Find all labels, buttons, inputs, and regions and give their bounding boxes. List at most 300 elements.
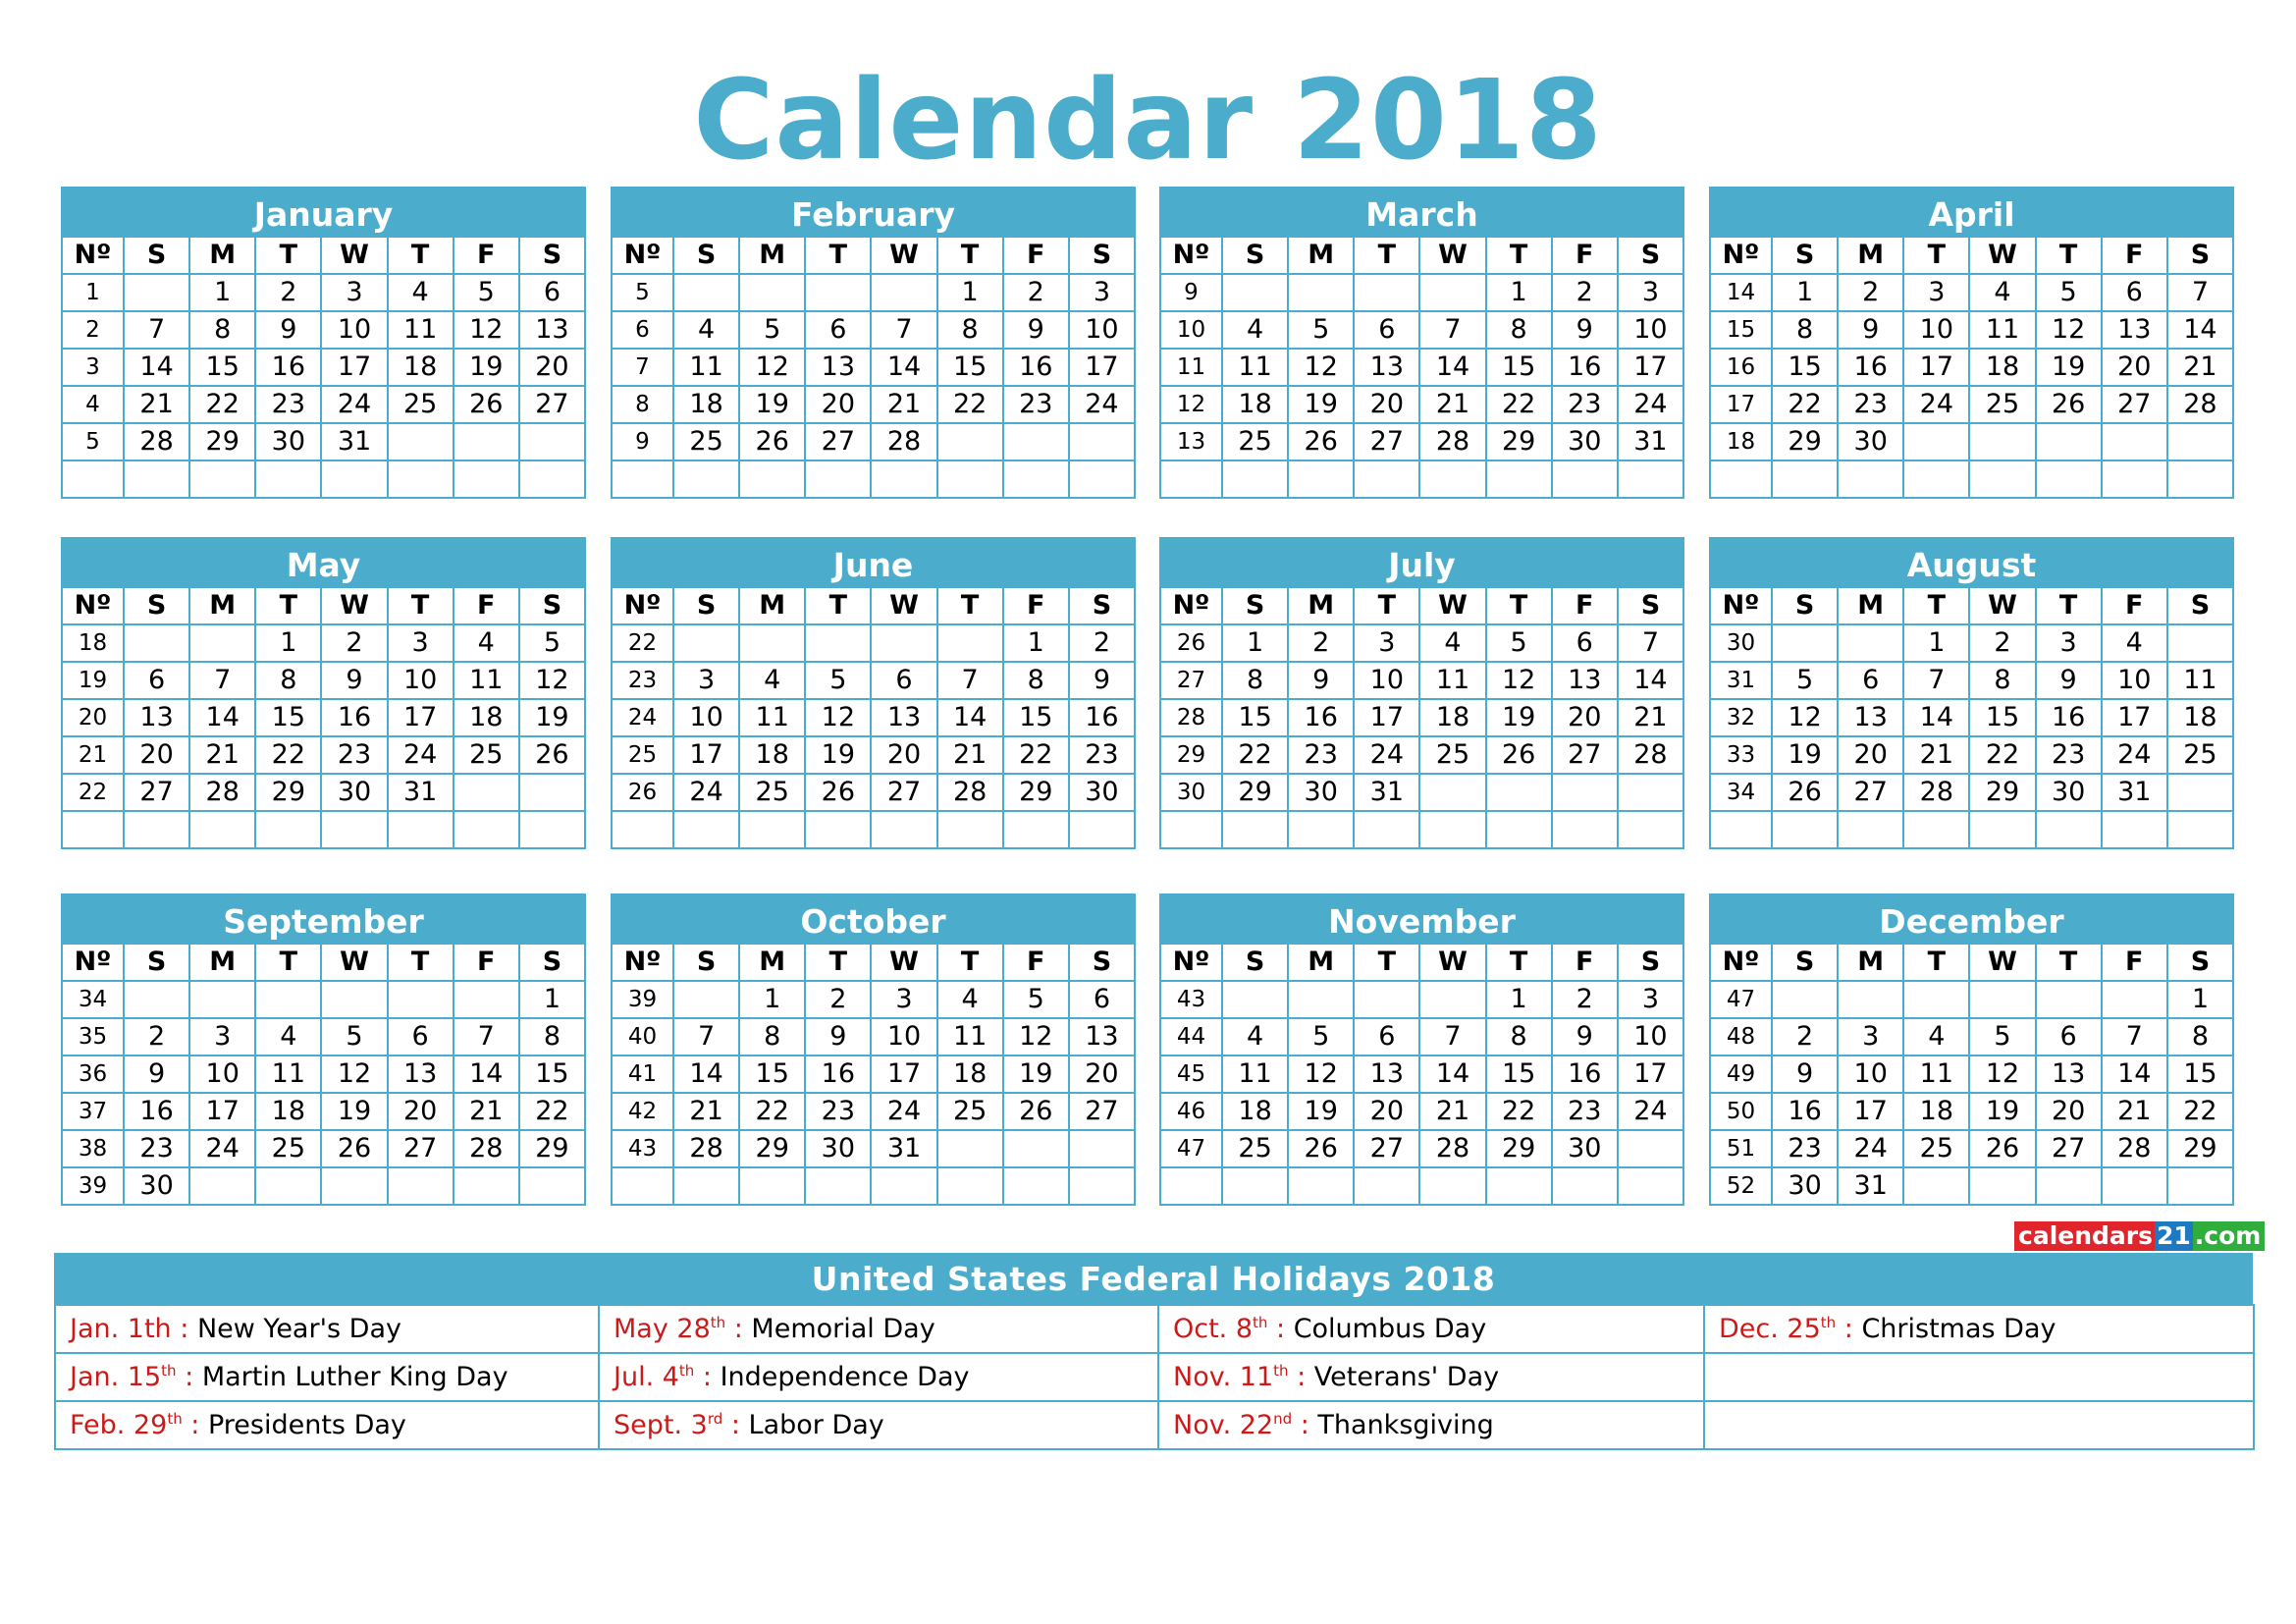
day-cell: 28 bbox=[1618, 736, 1683, 774]
day-cell: 22 bbox=[255, 736, 321, 774]
weekday-header: S bbox=[1618, 587, 1683, 624]
day-cell: 1 bbox=[937, 274, 1003, 311]
day-cell: 21 bbox=[1419, 1093, 1485, 1130]
week-row bbox=[62, 662, 585, 699]
week-number: 30 bbox=[1160, 774, 1222, 811]
day-cell: 11 bbox=[937, 1018, 1003, 1056]
weekday-header: S bbox=[2167, 587, 2233, 624]
weekday-header: F bbox=[1552, 587, 1618, 624]
week-row bbox=[1160, 460, 1683, 498]
day-cell: 13 bbox=[1838, 699, 1903, 736]
week-row bbox=[1710, 386, 2233, 423]
weekday-header: T bbox=[2036, 587, 2102, 624]
day-cell: 3 bbox=[189, 1018, 255, 1056]
month-february bbox=[611, 187, 1136, 513]
day-cell bbox=[1222, 1167, 1288, 1205]
day-cell: 15 bbox=[1969, 699, 2035, 736]
day-cell: 24 bbox=[1903, 386, 1969, 423]
day-cell: 8 bbox=[739, 1018, 805, 1056]
day-cell: 26 bbox=[1486, 736, 1552, 774]
day-cell: 7 bbox=[454, 1018, 519, 1056]
day-cell: 3 bbox=[871, 981, 936, 1018]
holiday-date: Dec. 25 bbox=[1719, 1314, 1821, 1344]
day-cell: 25 bbox=[739, 774, 805, 811]
week-row bbox=[62, 699, 585, 736]
day-cell: 13 bbox=[805, 349, 871, 386]
day-cell: 22 bbox=[1486, 386, 1552, 423]
week-row bbox=[612, 1167, 1135, 1205]
week-number: 26 bbox=[612, 774, 673, 811]
weekday-header: F bbox=[454, 944, 519, 981]
weekday-header: M bbox=[739, 944, 805, 981]
day-cell bbox=[937, 811, 1003, 848]
day-cell: 5 bbox=[1288, 311, 1354, 349]
day-cell: 24 bbox=[321, 386, 387, 423]
day-cell bbox=[805, 624, 871, 662]
day-cell: 20 bbox=[1354, 386, 1419, 423]
weekday-header: W bbox=[1969, 944, 2035, 981]
day-cell: 1 bbox=[1903, 624, 1969, 662]
day-cell bbox=[937, 1130, 1003, 1167]
day-cell: 9 bbox=[1838, 311, 1903, 349]
day-cell: 3 bbox=[321, 274, 387, 311]
holiday-date: Feb. 29 bbox=[70, 1410, 168, 1440]
week-row bbox=[612, 1130, 1135, 1167]
day-cell: 6 bbox=[388, 1018, 454, 1056]
day-cell bbox=[255, 1167, 321, 1205]
day-cell: 18 bbox=[1222, 1093, 1288, 1130]
day-cell bbox=[1222, 274, 1288, 311]
day-cell: 23 bbox=[1552, 1093, 1618, 1130]
day-cell: 12 bbox=[1288, 349, 1354, 386]
day-cell bbox=[1486, 460, 1552, 498]
day-cell: 15 bbox=[937, 349, 1003, 386]
week-number: 10 bbox=[1160, 311, 1222, 349]
day-cell: 19 bbox=[1969, 1093, 2035, 1130]
week-row bbox=[1710, 1018, 2233, 1056]
day-cell: 4 bbox=[1903, 1018, 1969, 1056]
holiday-date: Sept. 3 bbox=[614, 1410, 708, 1440]
weekday-header: F bbox=[2102, 237, 2167, 274]
day-cell: 9 bbox=[805, 1018, 871, 1056]
day-cell bbox=[124, 624, 189, 662]
day-cell: 25 bbox=[1903, 1130, 1969, 1167]
week-row bbox=[1160, 699, 1683, 736]
day-cell: 3 bbox=[1354, 624, 1419, 662]
day-cell: 15 bbox=[1486, 1056, 1552, 1093]
holiday-name: Memorial Day bbox=[751, 1314, 935, 1344]
day-cell: 25 bbox=[2167, 736, 2233, 774]
day-cell: 27 bbox=[519, 386, 585, 423]
day-cell: 15 bbox=[1486, 349, 1552, 386]
day-cell: 31 bbox=[1618, 423, 1683, 460]
week-number-header: Nº bbox=[62, 237, 124, 274]
day-cell: 10 bbox=[2102, 662, 2167, 699]
week-number bbox=[612, 811, 673, 848]
holiday-cell bbox=[599, 1401, 1158, 1449]
day-cell: 11 bbox=[255, 1056, 321, 1093]
week-row bbox=[612, 423, 1135, 460]
day-cell bbox=[1288, 274, 1354, 311]
day-cell: 31 bbox=[388, 774, 454, 811]
day-cell: 19 bbox=[2036, 349, 2102, 386]
day-cell: 28 bbox=[937, 774, 1003, 811]
day-cell: 29 bbox=[1486, 1130, 1552, 1167]
day-cell: 27 bbox=[871, 774, 936, 811]
weekday-header: T bbox=[255, 587, 321, 624]
day-cell bbox=[454, 1167, 519, 1205]
weekday-header: M bbox=[1838, 237, 1903, 274]
week-number: 12 bbox=[1160, 386, 1222, 423]
day-cell: 17 bbox=[1354, 699, 1419, 736]
day-cell: 23 bbox=[1552, 386, 1618, 423]
day-cell bbox=[1486, 774, 1552, 811]
day-cell: 20 bbox=[1838, 736, 1903, 774]
day-cell: 9 bbox=[321, 662, 387, 699]
holiday-date: Nov. 11 bbox=[1173, 1362, 1274, 1392]
week-number: 30 bbox=[1710, 624, 1772, 662]
day-cell: 4 bbox=[673, 311, 739, 349]
day-cell: 27 bbox=[2036, 1130, 2102, 1167]
day-cell: 22 bbox=[937, 386, 1003, 423]
day-cell: 15 bbox=[519, 1056, 585, 1093]
day-cell: 16 bbox=[255, 349, 321, 386]
day-cell bbox=[1838, 460, 1903, 498]
weekday-header: S bbox=[2167, 237, 2233, 274]
week-row bbox=[1160, 1056, 1683, 1093]
weekday-header: S bbox=[1222, 944, 1288, 981]
day-cell: 12 bbox=[1288, 1056, 1354, 1093]
day-cell: 21 bbox=[2102, 1093, 2167, 1130]
day-cell: 24 bbox=[1838, 1130, 1903, 1167]
month-name: July bbox=[1159, 537, 1684, 586]
day-cell: 10 bbox=[1618, 311, 1683, 349]
day-cell: 16 bbox=[124, 1093, 189, 1130]
week-number: 32 bbox=[1710, 699, 1772, 736]
week-row bbox=[62, 311, 585, 349]
week-number: 47 bbox=[1710, 981, 1772, 1018]
weekday-header: T bbox=[937, 944, 1003, 981]
day-cell bbox=[1069, 423, 1135, 460]
day-cell: 1 bbox=[1003, 624, 1069, 662]
day-cell: 28 bbox=[673, 1130, 739, 1167]
day-cell bbox=[2036, 811, 2102, 848]
day-cell bbox=[1419, 981, 1485, 1018]
day-cell: 27 bbox=[124, 774, 189, 811]
day-cell: 13 bbox=[871, 699, 936, 736]
day-cell: 13 bbox=[1069, 1018, 1135, 1056]
week-number: 22 bbox=[62, 774, 124, 811]
day-cell bbox=[805, 274, 871, 311]
day-cell: 5 bbox=[1288, 1018, 1354, 1056]
day-cell: 18 bbox=[1903, 1093, 1969, 1130]
day-cell: 28 bbox=[454, 1130, 519, 1167]
day-cell bbox=[1288, 811, 1354, 848]
day-cell bbox=[519, 811, 585, 848]
day-cell: 8 bbox=[1486, 311, 1552, 349]
week-row bbox=[62, 981, 585, 1018]
holiday-name: Columbus Day bbox=[1293, 1314, 1487, 1344]
day-cell: 6 bbox=[1838, 662, 1903, 699]
day-cell bbox=[454, 981, 519, 1018]
day-cell bbox=[1552, 1167, 1618, 1205]
day-cell: 12 bbox=[805, 699, 871, 736]
week-number: 9 bbox=[612, 423, 673, 460]
week-row bbox=[1160, 274, 1683, 311]
weekday-header: T bbox=[2036, 944, 2102, 981]
week-number: 21 bbox=[62, 736, 124, 774]
holiday-date-suffix: th bbox=[161, 1362, 177, 1380]
day-cell: 16 bbox=[1003, 349, 1069, 386]
week-row bbox=[612, 349, 1135, 386]
day-cell: 6 bbox=[1354, 311, 1419, 349]
day-cell: 17 bbox=[1618, 349, 1683, 386]
month-may bbox=[61, 537, 586, 863]
day-cell: 27 bbox=[1354, 423, 1419, 460]
day-cell: 11 bbox=[739, 699, 805, 736]
weekday-header: W bbox=[871, 237, 936, 274]
holiday-name: Thanksgiving bbox=[1317, 1410, 1494, 1440]
week-number: 6 bbox=[612, 311, 673, 349]
day-cell: 6 bbox=[871, 662, 936, 699]
week-row bbox=[1710, 460, 2233, 498]
site-logo[interactable] bbox=[2014, 1221, 2262, 1251]
day-cell bbox=[1003, 460, 1069, 498]
day-cell: 21 bbox=[673, 1093, 739, 1130]
day-cell: 2 bbox=[1552, 274, 1618, 311]
day-cell bbox=[673, 460, 739, 498]
weekday-header: S bbox=[124, 237, 189, 274]
month-march bbox=[1159, 187, 1684, 513]
day-cell bbox=[1003, 1167, 1069, 1205]
holiday-date-suffix: nd bbox=[1273, 1410, 1293, 1428]
day-cell: 25 bbox=[454, 736, 519, 774]
week-row bbox=[1160, 1093, 1683, 1130]
day-cell: 14 bbox=[2167, 311, 2233, 349]
week-row bbox=[62, 1130, 585, 1167]
weekday-header: T bbox=[1903, 237, 1969, 274]
month-name: November bbox=[1159, 893, 1684, 943]
day-cell: 2 bbox=[255, 274, 321, 311]
week-number: 40 bbox=[612, 1018, 673, 1056]
weekday-header: M bbox=[739, 237, 805, 274]
day-cell: 13 bbox=[519, 311, 585, 349]
day-cell: 12 bbox=[2036, 311, 2102, 349]
day-cell bbox=[673, 1167, 739, 1205]
day-cell: 11 bbox=[1903, 1056, 1969, 1093]
weekday-header: F bbox=[1552, 944, 1618, 981]
day-cell: 31 bbox=[1838, 1167, 1903, 1205]
weekday-header: T bbox=[1486, 237, 1552, 274]
day-cell bbox=[739, 274, 805, 311]
day-cell: 4 bbox=[454, 624, 519, 662]
day-cell bbox=[454, 423, 519, 460]
day-cell: 17 bbox=[1069, 349, 1135, 386]
day-cell: 25 bbox=[673, 423, 739, 460]
day-cell: 29 bbox=[1486, 423, 1552, 460]
day-cell: 3 bbox=[2036, 624, 2102, 662]
day-cell bbox=[2167, 811, 2233, 848]
day-cell bbox=[1486, 811, 1552, 848]
day-cell bbox=[1354, 1167, 1419, 1205]
day-cell: 8 bbox=[937, 311, 1003, 349]
weekday-header: S bbox=[1772, 237, 1838, 274]
week-number: 15 bbox=[1710, 311, 1772, 349]
day-cell: 18 bbox=[739, 736, 805, 774]
month-april bbox=[1709, 187, 2234, 513]
day-cell bbox=[1222, 811, 1288, 848]
day-cell: 1 bbox=[1222, 624, 1288, 662]
week-row bbox=[612, 460, 1135, 498]
week-number: 39 bbox=[62, 1167, 124, 1205]
day-cell: 2 bbox=[124, 1018, 189, 1056]
weekday-header: S bbox=[1222, 237, 1288, 274]
day-cell: 7 bbox=[2167, 274, 2233, 311]
day-cell: 15 bbox=[739, 1056, 805, 1093]
day-cell: 20 bbox=[124, 736, 189, 774]
day-cell bbox=[1288, 1167, 1354, 1205]
weekday-header: S bbox=[519, 587, 585, 624]
weekday-header: T bbox=[2036, 237, 2102, 274]
day-cell: 28 bbox=[1419, 1130, 1485, 1167]
week-number-header: Nº bbox=[1160, 237, 1222, 274]
day-cell: 14 bbox=[189, 699, 255, 736]
day-cell: 25 bbox=[255, 1130, 321, 1167]
month-name: April bbox=[1709, 187, 2234, 236]
day-cell: 6 bbox=[124, 662, 189, 699]
month-january bbox=[61, 187, 586, 513]
day-cell: 6 bbox=[1069, 981, 1135, 1018]
day-cell bbox=[388, 981, 454, 1018]
week-number-header: Nº bbox=[612, 944, 673, 981]
month-august bbox=[1709, 537, 2234, 863]
day-cell: 27 bbox=[2102, 386, 2167, 423]
day-cell: 6 bbox=[2102, 274, 2167, 311]
week-number: 7 bbox=[612, 349, 673, 386]
day-cell: 24 bbox=[1618, 1093, 1683, 1130]
holiday-date: Jan. 15 bbox=[70, 1362, 162, 1392]
holiday-date: Jan. 1th bbox=[70, 1314, 172, 1344]
day-cell bbox=[673, 624, 739, 662]
holiday-row bbox=[55, 1305, 2254, 1353]
day-cell: 14 bbox=[1419, 1056, 1485, 1093]
day-cell: 19 bbox=[1486, 699, 1552, 736]
day-cell: 16 bbox=[1552, 349, 1618, 386]
day-cell: 21 bbox=[1419, 386, 1485, 423]
day-cell: 27 bbox=[1838, 774, 1903, 811]
day-cell: 30 bbox=[1552, 1130, 1618, 1167]
day-cell bbox=[388, 1167, 454, 1205]
holiday-name: New Year's Day bbox=[196, 1314, 401, 1344]
day-cell bbox=[1069, 1130, 1135, 1167]
holiday-date: May 28 bbox=[614, 1314, 711, 1344]
day-cell: 12 bbox=[519, 662, 585, 699]
day-cell bbox=[2036, 981, 2102, 1018]
day-cell: 22 bbox=[1969, 736, 2035, 774]
day-cell: 16 bbox=[1069, 699, 1135, 736]
day-cell: 4 bbox=[388, 274, 454, 311]
day-cell: 1 bbox=[739, 981, 805, 1018]
weekday-header: T bbox=[1486, 944, 1552, 981]
holiday-separator: : bbox=[182, 1410, 208, 1440]
day-cell: 5 bbox=[739, 311, 805, 349]
day-cell: 19 bbox=[1288, 386, 1354, 423]
day-cell bbox=[2102, 981, 2167, 1018]
week-number-header: Nº bbox=[1710, 237, 1772, 274]
day-cell bbox=[1903, 811, 1969, 848]
week-number: 27 bbox=[1160, 662, 1222, 699]
holiday-name: Martin Luther King Day bbox=[201, 1362, 508, 1392]
holiday-cell bbox=[599, 1353, 1158, 1401]
day-cell: 30 bbox=[124, 1167, 189, 1205]
week-number bbox=[1160, 460, 1222, 498]
day-cell bbox=[2036, 1167, 2102, 1205]
week-number: 20 bbox=[62, 699, 124, 736]
holiday-row bbox=[55, 1353, 2254, 1401]
day-cell: 20 bbox=[2102, 349, 2167, 386]
weekday-header: M bbox=[1838, 587, 1903, 624]
day-cell: 23 bbox=[1003, 386, 1069, 423]
holiday-date-suffix: th bbox=[1273, 1362, 1289, 1380]
holiday-cell bbox=[55, 1353, 599, 1401]
week-number: 18 bbox=[1710, 423, 1772, 460]
day-cell: 4 bbox=[1419, 624, 1485, 662]
day-cell: 17 bbox=[1618, 1056, 1683, 1093]
month-name: February bbox=[611, 187, 1136, 236]
day-cell: 8 bbox=[255, 662, 321, 699]
day-cell: 11 bbox=[1222, 349, 1288, 386]
day-cell bbox=[1969, 811, 2035, 848]
day-cell bbox=[871, 274, 936, 311]
day-cell: 20 bbox=[1354, 1093, 1419, 1130]
day-cell: 30 bbox=[1838, 423, 1903, 460]
day-cell: 30 bbox=[321, 774, 387, 811]
day-cell: 17 bbox=[871, 1056, 936, 1093]
weekday-header: W bbox=[1419, 944, 1485, 981]
week-number-header: Nº bbox=[62, 587, 124, 624]
day-cell: 13 bbox=[388, 1056, 454, 1093]
day-cell bbox=[937, 460, 1003, 498]
day-cell: 10 bbox=[1354, 662, 1419, 699]
day-cell bbox=[519, 460, 585, 498]
day-cell: 7 bbox=[1903, 662, 1969, 699]
weekday-header: M bbox=[1288, 944, 1354, 981]
day-cell: 9 bbox=[1552, 1018, 1618, 1056]
week-number: 19 bbox=[62, 662, 124, 699]
day-cell: 15 bbox=[1003, 699, 1069, 736]
week-number bbox=[612, 460, 673, 498]
holiday-cell bbox=[1704, 1353, 2254, 1401]
weekday-header: M bbox=[1288, 587, 1354, 624]
day-cell: 14 bbox=[454, 1056, 519, 1093]
week-number: 50 bbox=[1710, 1093, 1772, 1130]
day-cell: 8 bbox=[1969, 662, 2035, 699]
day-cell: 8 bbox=[2167, 1018, 2233, 1056]
holiday-name: Veterans' Day bbox=[1313, 1362, 1500, 1392]
weekday-header: W bbox=[871, 587, 936, 624]
day-cell: 22 bbox=[1222, 736, 1288, 774]
week-row bbox=[612, 1018, 1135, 1056]
week-row bbox=[1710, 624, 2233, 662]
weekday-header: S bbox=[124, 587, 189, 624]
week-number: 25 bbox=[612, 736, 673, 774]
day-cell: 20 bbox=[2036, 1093, 2102, 1130]
week-row bbox=[1160, 386, 1683, 423]
week-row bbox=[1160, 624, 1683, 662]
day-cell: 18 bbox=[2167, 699, 2233, 736]
day-cell: 14 bbox=[1618, 662, 1683, 699]
weekday-header: S bbox=[1772, 944, 1838, 981]
